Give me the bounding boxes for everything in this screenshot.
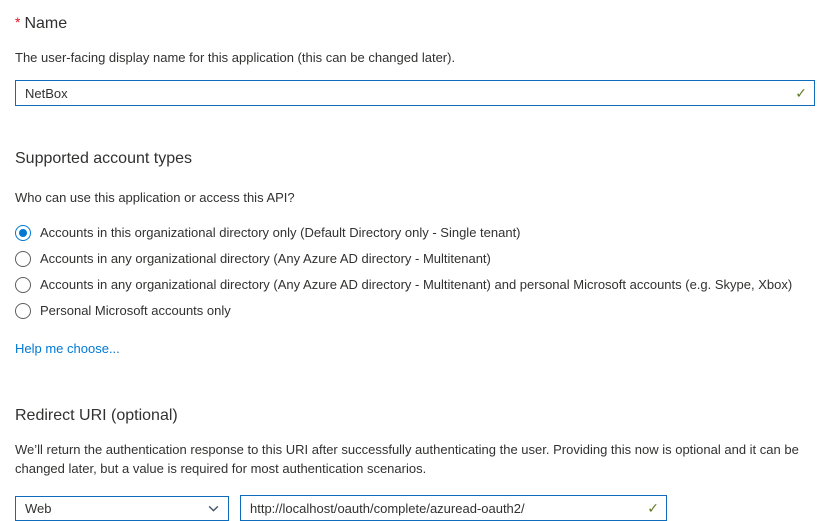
platform-select-value: Web (25, 500, 52, 516)
account-type-label-0: Accounts in this organizational directory only (Default Directory only - Single tenant) (40, 225, 521, 240)
account-type-label-1: Accounts in any organizational directory (Any Azure AD directory - Multitenant) (40, 251, 491, 266)
account-type-radio-3[interactable] (15, 303, 31, 319)
name-input-wrapper (15, 80, 815, 106)
uri-valid-check-icon: ✓ (647, 500, 659, 516)
redirect-uri-row (15, 495, 815, 521)
account-type-label-2: Accounts in any organizational directory (Any Azure AD directory - Multitenant) and personal Microsoft accounts (e.g. Skype, Xbox) (40, 277, 793, 292)
platform-select[interactable] (15, 496, 229, 521)
name-label-text: Name (24, 15, 68, 32)
supported-account-types-heading: Supported account types (15, 150, 193, 167)
name-description: The user-facing display name for this application (this can be changed later). (15, 50, 456, 65)
chevron-down-icon (207, 502, 220, 515)
redirect-uri-heading: Redirect URI (optional) (15, 407, 178, 424)
account-type-radio-2[interactable] (15, 277, 31, 293)
account-type-radio-1[interactable] (15, 251, 31, 267)
name-input[interactable] (16, 81, 814, 105)
account-type-option-3[interactable] (15, 298, 815, 324)
account-type-radio-0[interactable] (15, 225, 31, 241)
account-type-option-2[interactable] (15, 272, 815, 298)
account-types-radio-group (15, 220, 815, 324)
account-type-option-0[interactable] (15, 220, 815, 246)
account-types-question: Who can use this application or access this API? (15, 190, 295, 205)
redirect-uri-description: We’ll return the authentication response to this URI after successfully authenticating the user. Providing this now is optional and it can be changed later, but a value is required for most authentication scenarios. (15, 442, 799, 476)
help-me-choose-link[interactable]: Help me choose... (15, 341, 120, 356)
required-asterisk: * (15, 14, 21, 30)
name-label (15, 12, 815, 34)
account-type-label-3: Personal Microsoft accounts only (40, 303, 231, 318)
redirect-uri-input[interactable] (241, 496, 666, 520)
redirect-uri-input-wrapper (240, 495, 667, 521)
valid-check-icon: ✓ (795, 85, 807, 101)
account-type-option-1[interactable] (15, 246, 815, 272)
